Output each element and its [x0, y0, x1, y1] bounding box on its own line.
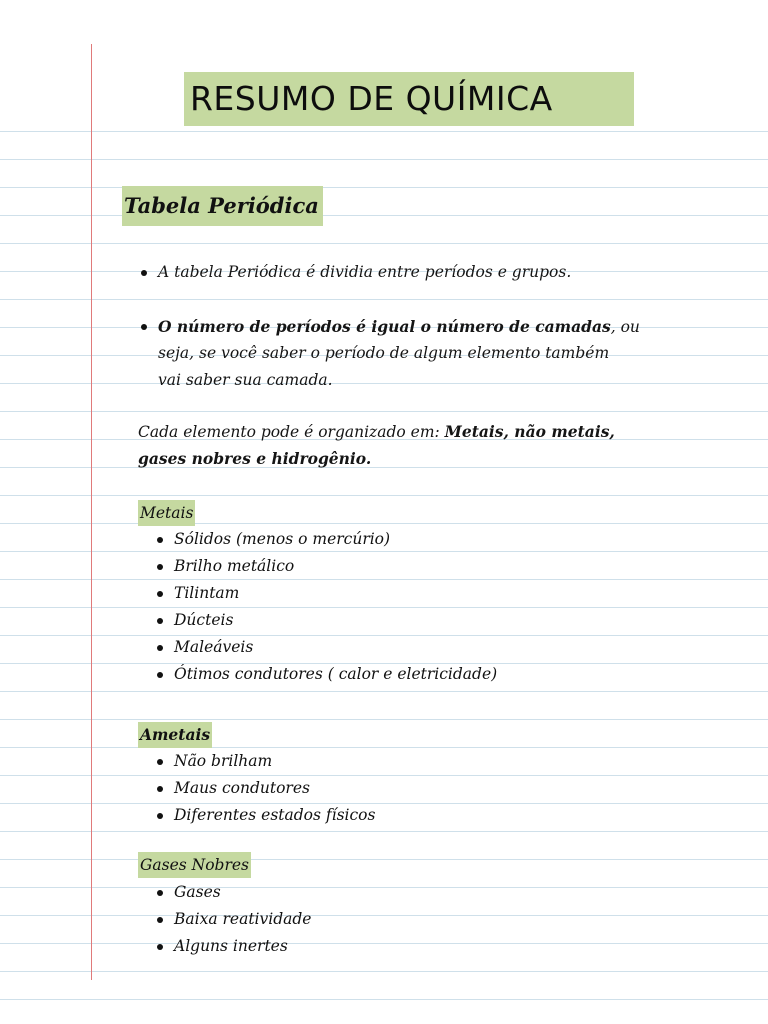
list-item: Ótimos condutores ( calor e eletricidade) [174, 661, 497, 688]
section-heading-tabela: Tabela Periódica [122, 186, 323, 226]
label-ametais: Ametais [138, 722, 212, 748]
label-gases-nobres: Gases Nobres [138, 852, 251, 878]
bullet-camadas-line1 [158, 313, 640, 341]
paragraph-bold: gases nobres e hidrogênio. [138, 449, 372, 468]
paragraph-line1 [138, 418, 615, 446]
bullet-camadas-line2: seja, se você saber o período de algum elemento também [158, 344, 610, 362]
label-metais: Metais [138, 500, 195, 526]
list-item: Não brilham [174, 748, 375, 775]
bullet-text: , ou [610, 318, 640, 336]
list-item: Baixa reatividade [174, 906, 311, 933]
bullet-bold-text: O número de períodos é igual o número de camadas [158, 317, 611, 336]
list-item: Brilho metálico [174, 553, 497, 580]
list-item: Sólidos (menos o mercúrio) [174, 526, 497, 553]
list-item: Diferentes estados físicos [174, 802, 375, 829]
paragraph-bold: Metais, não metais, [444, 422, 615, 441]
list-item: Maleáveis [174, 634, 497, 661]
list-item: Tilintam [174, 580, 497, 607]
margin-line [91, 44, 92, 980]
list-item: Dúcteis [174, 607, 497, 634]
bullet-text: A tabela Periódica é dividia entre períodos e grupos. [158, 263, 572, 281]
list-metais [174, 526, 497, 688]
list-ametais [174, 748, 375, 829]
paragraph-text: Cada elemento pode é organizado em: [138, 423, 445, 441]
paragraph-line2 [138, 445, 371, 473]
list-item: Gases [174, 879, 311, 906]
list-item: Maus condutores [174, 775, 375, 802]
bullet-camadas-line3: vai saber sua camada. [158, 371, 333, 389]
bullet-periodos-grupos [158, 259, 571, 286]
page-title: RESUMO DE QUÍMICA [184, 72, 634, 126]
list-gases-nobres [174, 879, 311, 960]
list-item: Alguns inertes [174, 933, 311, 960]
